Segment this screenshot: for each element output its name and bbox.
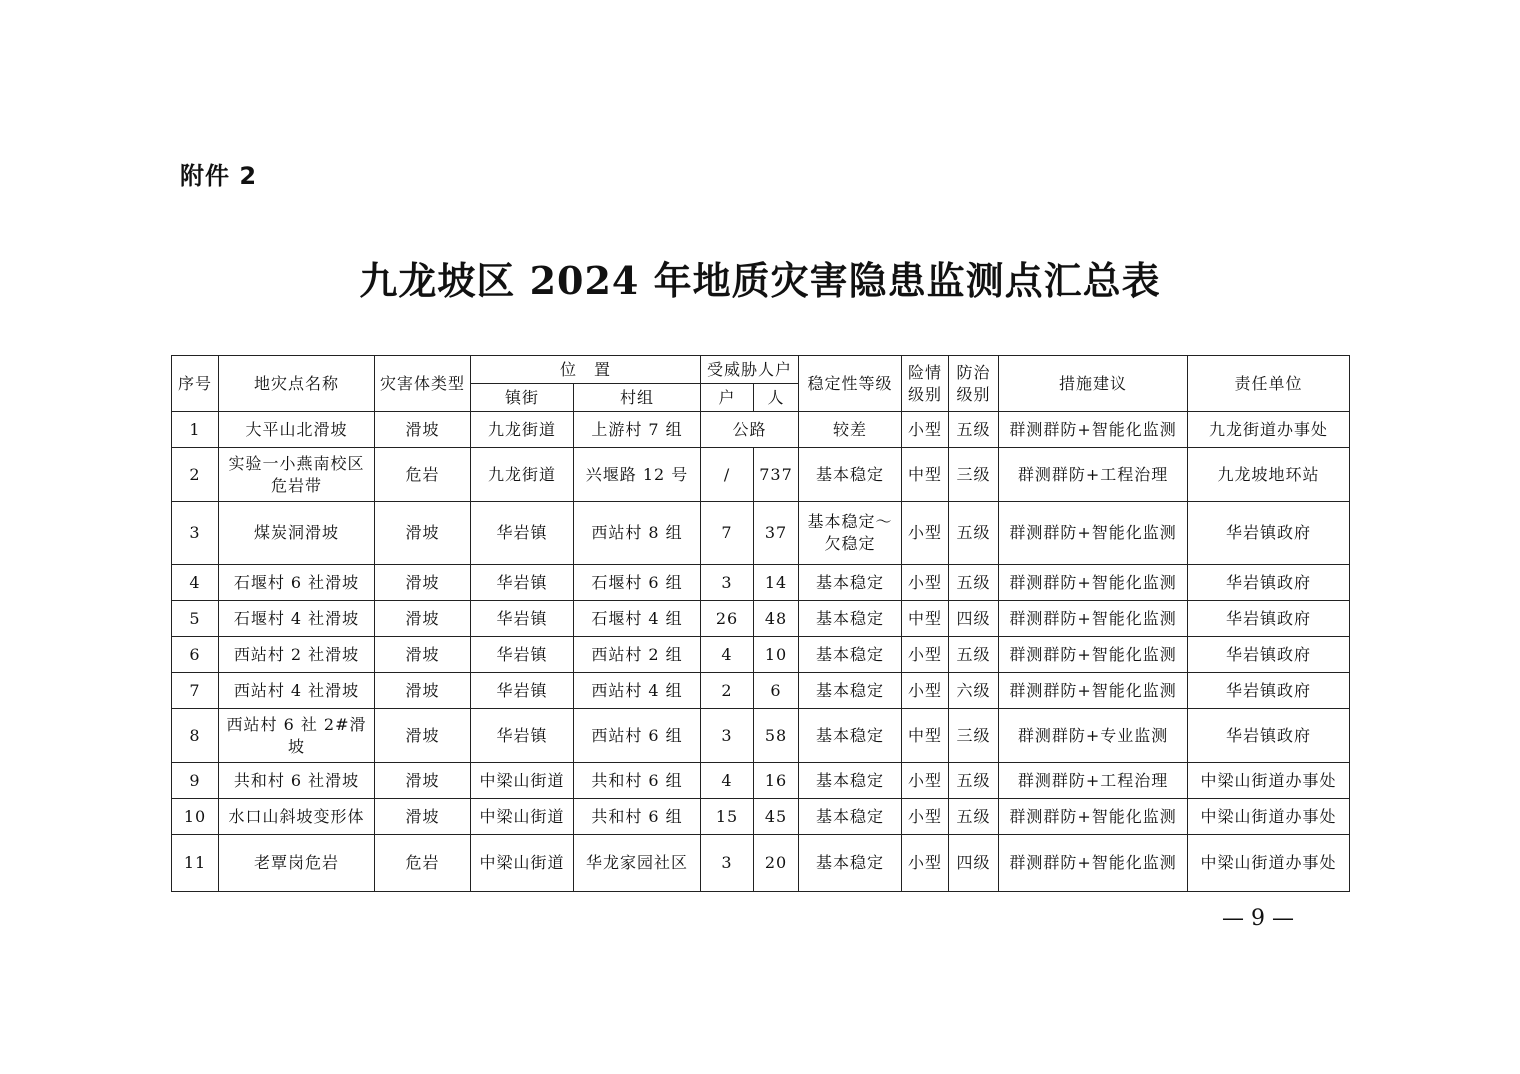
cell-village: 共和村 6 组: [574, 763, 701, 799]
cell-measures: 群测群防+工程治理: [999, 448, 1188, 502]
table-row: [172, 799, 1350, 835]
cell-households: 3: [701, 565, 754, 601]
cell-name: 共和村 6 社滑坡: [219, 763, 375, 799]
cell-seq: 11: [172, 835, 219, 892]
cell-people: 14: [754, 565, 799, 601]
cell-households: /: [701, 448, 754, 502]
cell-risk: 小型: [902, 673, 949, 709]
cell-responsible: 华岩镇政府: [1188, 565, 1350, 601]
cell-stability: 基本稳定: [799, 673, 902, 709]
cell-responsible: 中梁山街道办事处: [1188, 763, 1350, 799]
table-row: [172, 637, 1350, 673]
cell-responsible: 九龙坡地环站: [1188, 448, 1350, 502]
cell-type: 滑坡: [375, 799, 471, 835]
cell-control: 五级: [949, 565, 999, 601]
table-row: [172, 502, 1350, 565]
header-threatened: 受威胁人户: [701, 356, 799, 384]
cell-type: 滑坡: [375, 601, 471, 637]
cell-type: 滑坡: [375, 637, 471, 673]
cell-risk: 小型: [902, 565, 949, 601]
cell-name: 老覃岗危岩: [219, 835, 375, 892]
cell-households: 7: [701, 502, 754, 565]
cell-type: 滑坡: [375, 709, 471, 763]
cell-type: 危岩: [375, 448, 471, 502]
cell-threatened: 公路: [701, 412, 799, 448]
cell-town: 华岩镇: [471, 565, 574, 601]
cell-control: 四级: [949, 601, 999, 637]
header-town: 镇街: [471, 384, 574, 412]
cell-responsible: 华岩镇政府: [1188, 709, 1350, 763]
cell-measures: 群测群防+智能化监测: [999, 601, 1188, 637]
cell-seq: 3: [172, 502, 219, 565]
cell-type: 滑坡: [375, 763, 471, 799]
cell-responsible: 九龙街道办事处: [1188, 412, 1350, 448]
cell-name: 实验一小燕南校区危岩带: [219, 448, 375, 502]
cell-name: 水口山斜坡变形体: [219, 799, 375, 835]
cell-village: 西站村 6 组: [574, 709, 701, 763]
cell-town: 华岩镇: [471, 502, 574, 565]
cell-seq: 5: [172, 601, 219, 637]
table-row: [172, 709, 1350, 763]
header-households: 户: [701, 384, 754, 412]
cell-responsible: 中梁山街道办事处: [1188, 835, 1350, 892]
cell-seq: 7: [172, 673, 219, 709]
cell-control: 五级: [949, 763, 999, 799]
cell-seq: 10: [172, 799, 219, 835]
cell-stability: 基本稳定: [799, 637, 902, 673]
cell-households: 4: [701, 763, 754, 799]
cell-risk: 小型: [902, 835, 949, 892]
header-risk-level: 险情级别: [902, 356, 949, 412]
cell-name: 煤炭洞滑坡: [219, 502, 375, 565]
cell-households: 4: [701, 637, 754, 673]
cell-measures: 群测群防+智能化监测: [999, 835, 1188, 892]
cell-name: 西站村 4 社滑坡: [219, 673, 375, 709]
attachment-label: 附件 2: [180, 162, 258, 190]
cell-town: 中梁山街道: [471, 799, 574, 835]
cell-seq: 1: [172, 412, 219, 448]
cell-households: 26: [701, 601, 754, 637]
cell-name: 大平山北滑坡: [219, 412, 375, 448]
header-type: 灾害体类型: [375, 356, 471, 412]
cell-seq: 2: [172, 448, 219, 502]
cell-type: 滑坡: [375, 565, 471, 601]
cell-control: 四级: [949, 835, 999, 892]
cell-measures: 群测群防+专业监测: [999, 709, 1188, 763]
cell-village: 兴堰路 12 号: [574, 448, 701, 502]
cell-households: 3: [701, 709, 754, 763]
cell-type: 危岩: [375, 835, 471, 892]
cell-town: 九龙街道: [471, 448, 574, 502]
cell-control: 五级: [949, 502, 999, 565]
cell-control: 三级: [949, 709, 999, 763]
cell-measures: 群测群防+智能化监测: [999, 502, 1188, 565]
cell-households: 3: [701, 835, 754, 892]
cell-seq: 8: [172, 709, 219, 763]
cell-stability: 基本稳定: [799, 709, 902, 763]
cell-people: 6: [754, 673, 799, 709]
cell-stability: 基本稳定: [799, 448, 902, 502]
cell-village: 西站村 8 组: [574, 502, 701, 565]
cell-town: 华岩镇: [471, 637, 574, 673]
cell-measures: 群测群防+工程治理: [999, 763, 1188, 799]
cell-responsible: 华岩镇政府: [1188, 502, 1350, 565]
cell-measures: 群测群防+智能化监测: [999, 412, 1188, 448]
cell-village: 上游村 7 组: [574, 412, 701, 448]
cell-control: 五级: [949, 799, 999, 835]
cell-people: 48: [754, 601, 799, 637]
cell-control: 五级: [949, 412, 999, 448]
cell-people: 10: [754, 637, 799, 673]
table-row: [172, 565, 1350, 601]
cell-stability: 基本稳定: [799, 565, 902, 601]
cell-town: 中梁山街道: [471, 763, 574, 799]
cell-responsible: 华岩镇政府: [1188, 673, 1350, 709]
cell-risk: 中型: [902, 448, 949, 502]
cell-seq: 6: [172, 637, 219, 673]
cell-town: 华岩镇: [471, 601, 574, 637]
table-row: [172, 601, 1350, 637]
cell-control: 五级: [949, 637, 999, 673]
cell-responsible: 华岩镇政府: [1188, 601, 1350, 637]
cell-measures: 群测群防+智能化监测: [999, 799, 1188, 835]
document-title: 九龙坡区 2024 年地质灾害隐患监测点汇总表: [359, 258, 1161, 303]
cell-measures: 群测群防+智能化监测: [999, 673, 1188, 709]
cell-risk: 小型: [902, 763, 949, 799]
cell-risk: 小型: [902, 412, 949, 448]
cell-risk: 中型: [902, 601, 949, 637]
header-measures: 措施建议: [999, 356, 1188, 412]
cell-name: 西站村 6 社 2#滑坡: [219, 709, 375, 763]
cell-village: 石堰村 6 组: [574, 565, 701, 601]
table-row: [172, 412, 1350, 448]
cell-stability: 较差: [799, 412, 902, 448]
cell-people: 737: [754, 448, 799, 502]
cell-risk: 小型: [902, 637, 949, 673]
cell-people: 45: [754, 799, 799, 835]
cell-village: 华龙家园社区: [574, 835, 701, 892]
cell-type: 滑坡: [375, 502, 471, 565]
header-control-level: 防治级别: [949, 356, 999, 412]
page-number: — 9 —: [1222, 906, 1294, 931]
cell-town: 中梁山街道: [471, 835, 574, 892]
cell-type: 滑坡: [375, 673, 471, 709]
cell-name: 石堰村 6 社滑坡: [219, 565, 375, 601]
cell-type: 滑坡: [375, 412, 471, 448]
cell-control: 三级: [949, 448, 999, 502]
cell-name: 西站村 2 社滑坡: [219, 637, 375, 673]
table-row: [172, 763, 1350, 799]
cell-responsible: 华岩镇政府: [1188, 637, 1350, 673]
header-village: 村组: [574, 384, 701, 412]
cell-measures: 群测群防+智能化监测: [999, 637, 1188, 673]
cell-seq: 4: [172, 565, 219, 601]
table-row: [172, 673, 1350, 709]
cell-people: 20: [754, 835, 799, 892]
cell-town: 华岩镇: [471, 673, 574, 709]
header-stability: 稳定性等级: [799, 356, 902, 412]
cell-risk: 小型: [902, 502, 949, 565]
cell-stability: 基本稳定: [799, 799, 902, 835]
cell-seq: 9: [172, 763, 219, 799]
cell-stability: 基本稳定～欠稳定: [799, 502, 902, 565]
cell-stability: 基本稳定: [799, 835, 902, 892]
cell-responsible: 中梁山街道办事处: [1188, 799, 1350, 835]
cell-name: 石堰村 4 社滑坡: [219, 601, 375, 637]
cell-risk: 小型: [902, 799, 949, 835]
table-row: [172, 835, 1350, 892]
cell-people: 58: [754, 709, 799, 763]
cell-town: 九龙街道: [471, 412, 574, 448]
cell-village: 共和村 6 组: [574, 799, 701, 835]
cell-stability: 基本稳定: [799, 601, 902, 637]
cell-risk: 中型: [902, 709, 949, 763]
header-name: 地灾点名称: [219, 356, 375, 412]
cell-households: 2: [701, 673, 754, 709]
header-responsible: 责任单位: [1188, 356, 1350, 412]
cell-village: 西站村 2 组: [574, 637, 701, 673]
cell-village: 石堰村 4 组: [574, 601, 701, 637]
cell-measures: 群测群防+智能化监测: [999, 565, 1188, 601]
cell-stability: 基本稳定: [799, 763, 902, 799]
header-people: 人: [754, 384, 799, 412]
cell-village: 西站村 4 组: [574, 673, 701, 709]
cell-people: 37: [754, 502, 799, 565]
header-location: 位 置: [471, 356, 701, 384]
hazard-summary-table: [171, 355, 1350, 892]
cell-households: 15: [701, 799, 754, 835]
header-seq: 序号: [172, 356, 219, 412]
table-row: [172, 448, 1350, 502]
cell-control: 六级: [949, 673, 999, 709]
cell-people: 16: [754, 763, 799, 799]
table-header-row: [172, 356, 1350, 384]
cell-town: 华岩镇: [471, 709, 574, 763]
